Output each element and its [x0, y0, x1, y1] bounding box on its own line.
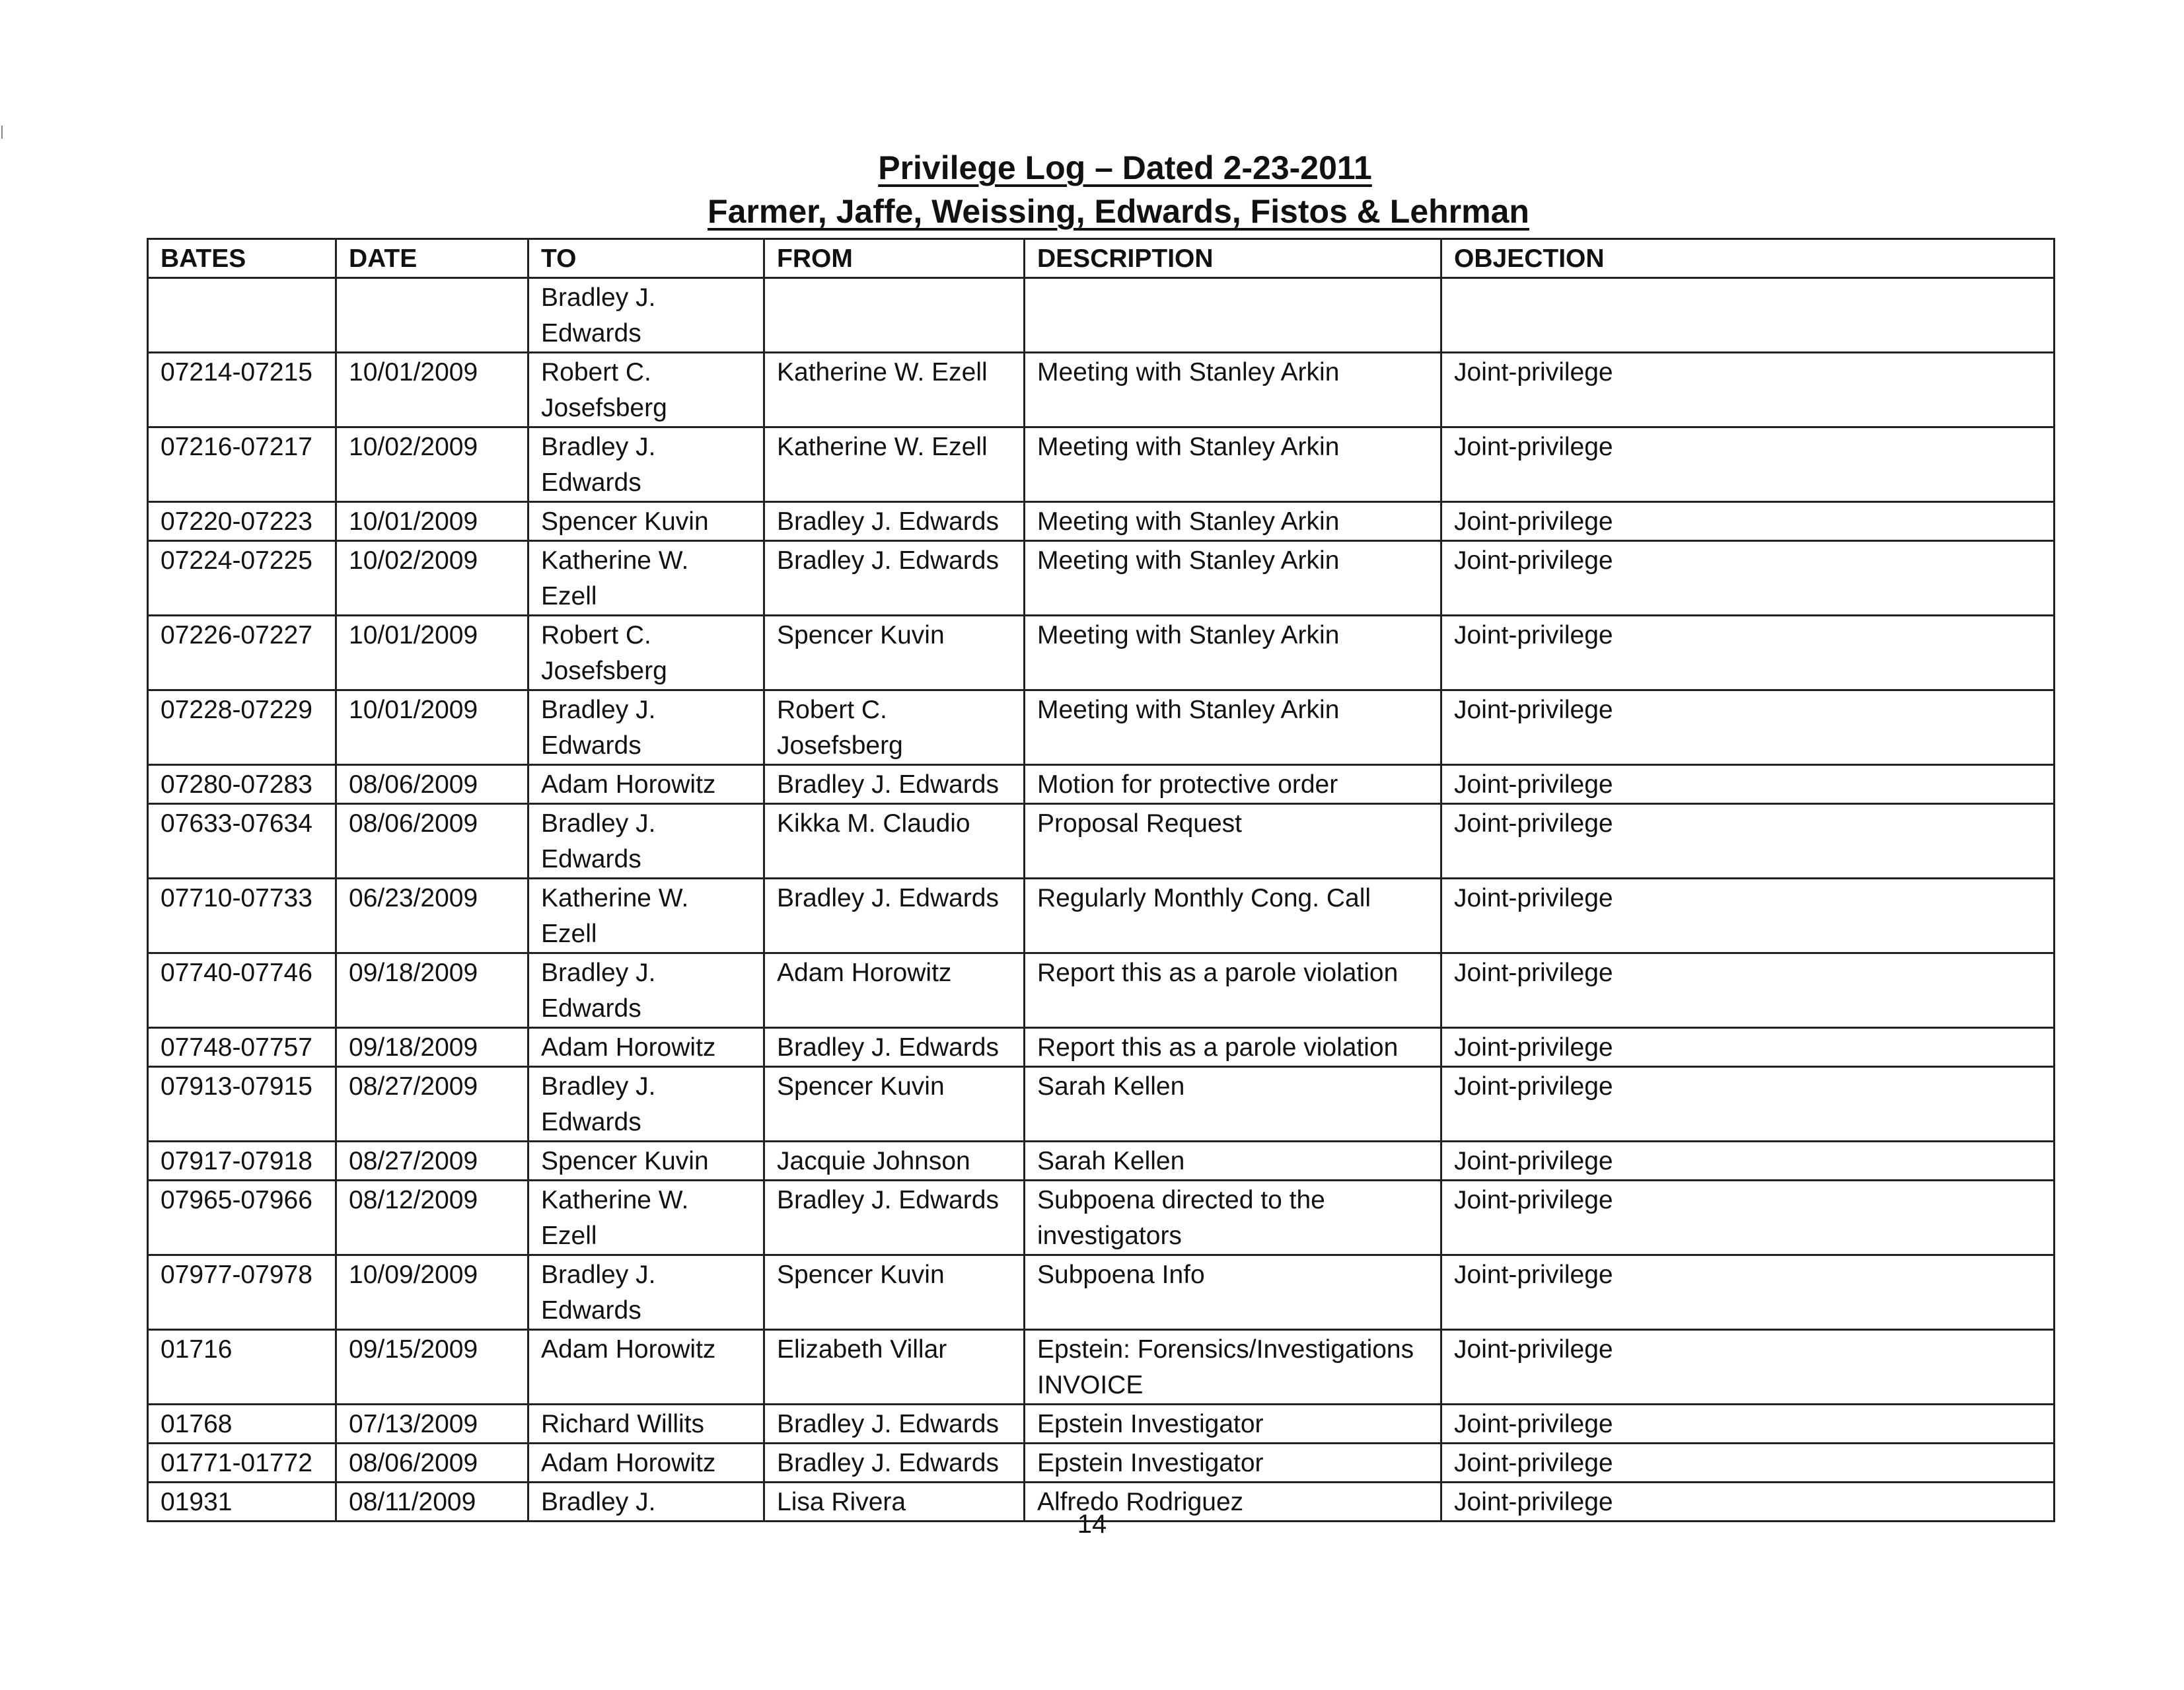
cell-to: Bradley J. Edwards — [528, 804, 764, 879]
cell-from: Lisa Rivera — [764, 1483, 1025, 1522]
cell-objection: Joint-privilege — [1441, 616, 2055, 690]
cell-date: 08/12/2009 — [336, 1181, 528, 1255]
table-row — [148, 1405, 2055, 1444]
cell-date: 06/23/2009 — [336, 879, 528, 953]
cell-objection: Joint-privilege — [1441, 1067, 2055, 1142]
cell-to: Robert C. Josefsberg — [528, 616, 764, 690]
cell-bates: 07913-07915 — [148, 1067, 336, 1142]
cell-from: Bradley J. Edwards — [764, 1444, 1025, 1483]
table-header-row — [148, 239, 2055, 278]
cell-objection: Joint-privilege — [1441, 1142, 2055, 1181]
column-header-date: DATE — [336, 239, 528, 278]
cell-from: Spencer Kuvin — [764, 1067, 1025, 1142]
cell-bates: 07977-07978 — [148, 1255, 336, 1330]
cell-to: Bradley J. Edwards — [528, 1067, 764, 1142]
cell-date: 08/06/2009 — [336, 804, 528, 879]
cell-date: 10/09/2009 — [336, 1255, 528, 1330]
cell-bates: 07280-07283 — [148, 765, 336, 804]
cell-bates: 01931 — [148, 1483, 336, 1522]
cell-description: Sarah Kellen — [1025, 1067, 1441, 1142]
cell-objection: Joint-privilege — [1441, 1028, 2055, 1067]
cell-description: Meeting with Stanley Arkin — [1025, 427, 1441, 502]
cell-objection: Joint-privilege — [1441, 953, 2055, 1028]
cell-bates: 07216-07217 — [148, 427, 336, 502]
privilege-log-table — [147, 238, 2055, 1522]
cell-objection: Joint-privilege — [1441, 541, 2055, 616]
column-header-from: FROM — [764, 239, 1025, 278]
cell-bates: 07710-07733 — [148, 879, 336, 953]
cell-objection: Joint-privilege — [1441, 353, 2055, 427]
table-row — [148, 1142, 2055, 1181]
table-row — [148, 353, 2055, 427]
cell-from: Jacquie Johnson — [764, 1142, 1025, 1181]
cell-from: Bradley J. Edwards — [764, 1405, 1025, 1444]
cell-description: Meeting with Stanley Arkin — [1025, 353, 1441, 427]
cell-date: 08/06/2009 — [336, 1444, 528, 1483]
table-row — [148, 616, 2055, 690]
cell-date — [336, 278, 528, 353]
cell-objection: Joint-privilege — [1441, 765, 2055, 804]
cell-description: Meeting with Stanley Arkin — [1025, 541, 1441, 616]
scan-margin-mark — [1, 126, 3, 139]
cell-to: Katherine W. Ezell — [528, 541, 764, 616]
cell-objection: Joint-privilege — [1441, 1255, 2055, 1330]
column-header-to: TO — [528, 239, 764, 278]
cell-from — [764, 278, 1025, 353]
cell-date: 10/02/2009 — [336, 427, 528, 502]
cell-objection: Joint-privilege — [1441, 502, 2055, 541]
cell-from: Bradley J. Edwards — [764, 502, 1025, 541]
table-row — [148, 690, 2055, 765]
cell-description — [1025, 278, 1441, 353]
cell-date: 09/15/2009 — [336, 1330, 528, 1405]
table-row — [148, 278, 2055, 353]
cell-date: 08/11/2009 — [336, 1483, 528, 1522]
cell-to: Spencer Kuvin — [528, 1142, 764, 1181]
cell-description: Report this as a parole violation — [1025, 953, 1441, 1028]
cell-bates: 07226-07227 — [148, 616, 336, 690]
cell-bates: 01768 — [148, 1405, 336, 1444]
cell-bates: 07965-07966 — [148, 1181, 336, 1255]
cell-description: Epstein: Forensics/Investigations INVOICE — [1025, 1330, 1441, 1405]
cell-description: Meeting with Stanley Arkin — [1025, 616, 1441, 690]
cell-bates: 07748-07757 — [148, 1028, 336, 1067]
table-row — [148, 879, 2055, 953]
cell-to: Katherine W. Ezell — [528, 879, 764, 953]
cell-from: Bradley J. Edwards — [764, 879, 1025, 953]
cell-to: Adam Horowitz — [528, 1028, 764, 1067]
table-row — [148, 765, 2055, 804]
cell-bates: 01771-01772 — [148, 1444, 336, 1483]
cell-description: Subpoena directed to the investigators — [1025, 1181, 1441, 1255]
cell-to: Katherine W. Ezell — [528, 1181, 764, 1255]
cell-date: 10/01/2009 — [336, 502, 528, 541]
cell-objection: Joint-privilege — [1441, 1483, 2055, 1522]
cell-to: Bradley J. Edwards — [528, 278, 764, 353]
cell-description: Proposal Request — [1025, 804, 1441, 879]
cell-date: 08/27/2009 — [336, 1067, 528, 1142]
cell-date: 08/06/2009 — [336, 765, 528, 804]
cell-description: Sarah Kellen — [1025, 1142, 1441, 1181]
cell-date: 07/13/2009 — [336, 1405, 528, 1444]
cell-date: 10/02/2009 — [336, 541, 528, 616]
cell-description: Regularly Monthly Cong. Call — [1025, 879, 1441, 953]
cell-bates: 07224-07225 — [148, 541, 336, 616]
cell-to: Bradley J. Edwards — [528, 953, 764, 1028]
document-subtitle: Farmer, Jaffe, Weissing, Edwards, Fistos & Lehrman — [708, 193, 1529, 230]
cell-bates — [148, 278, 336, 353]
cell-description: Motion for protective order — [1025, 765, 1441, 804]
cell-objection: Joint-privilege — [1441, 1330, 2055, 1405]
cell-bates: 07633-07634 — [148, 804, 336, 879]
cell-from: Spencer Kuvin — [764, 616, 1025, 690]
cell-bates: 01716 — [148, 1330, 336, 1405]
cell-to: Robert C. Josefsberg — [528, 353, 764, 427]
cell-from: Robert C. Josefsberg — [764, 690, 1025, 765]
cell-date: 10/01/2009 — [336, 616, 528, 690]
table-row — [148, 953, 2055, 1028]
cell-description: Subpoena Info — [1025, 1255, 1441, 1330]
cell-objection: Joint-privilege — [1441, 427, 2055, 502]
cell-from: Katherine W. Ezell — [764, 353, 1025, 427]
cell-objection: Joint-privilege — [1441, 690, 2055, 765]
cell-description: Epstein Investigator — [1025, 1405, 1441, 1444]
cell-description: Epstein Investigator — [1025, 1444, 1441, 1483]
cell-date: 10/01/2009 — [336, 353, 528, 427]
cell-bates: 07214-07215 — [148, 353, 336, 427]
cell-date: 10/01/2009 — [336, 690, 528, 765]
table-row — [148, 427, 2055, 502]
table-row — [148, 1444, 2055, 1483]
cell-objection: Joint-privilege — [1441, 1181, 2055, 1255]
cell-from: Spencer Kuvin — [764, 1255, 1025, 1330]
cell-to: Bradley J. Edwards — [528, 1255, 764, 1330]
cell-from: Kikka M. Claudio — [764, 804, 1025, 879]
cell-bates: 07228-07229 — [148, 690, 336, 765]
cell-from: Adam Horowitz — [764, 953, 1025, 1028]
document-title: Privilege Log – Dated 2-23-2011 — [878, 149, 1372, 186]
page-number: 14 — [1077, 1510, 1107, 1539]
cell-from: Bradley J. Edwards — [764, 765, 1025, 804]
cell-to: Bradley J. Edwards — [528, 427, 764, 502]
cell-to: Adam Horowitz — [528, 765, 764, 804]
cell-to: Bradley J. — [528, 1483, 764, 1522]
cell-objection: Joint-privilege — [1441, 804, 2055, 879]
cell-bates: 07220-07223 — [148, 502, 336, 541]
cell-to: Richard Willits — [528, 1405, 764, 1444]
cell-description: Meeting with Stanley Arkin — [1025, 690, 1441, 765]
column-header-objection: OBJECTION — [1441, 239, 2055, 278]
cell-bates: 07740-07746 — [148, 953, 336, 1028]
cell-from: Bradley J. Edwards — [764, 541, 1025, 616]
cell-from: Katherine W. Ezell — [764, 427, 1025, 502]
table-row — [148, 1181, 2055, 1255]
column-header-bates: BATES — [148, 239, 336, 278]
cell-description: Alfredo Rodriguez — [1025, 1483, 1441, 1522]
table-row — [148, 1255, 2055, 1330]
cell-date: 08/27/2009 — [336, 1142, 528, 1181]
cell-bates: 07917-07918 — [148, 1142, 336, 1181]
cell-objection: Joint-privilege — [1441, 879, 2055, 953]
cell-to: Adam Horowitz — [528, 1330, 764, 1405]
table-row — [148, 804, 2055, 879]
cell-to: Bradley J. Edwards — [528, 690, 764, 765]
cell-description: Meeting with Stanley Arkin — [1025, 502, 1441, 541]
cell-objection — [1441, 278, 2055, 353]
cell-date: 09/18/2009 — [336, 1028, 528, 1067]
column-header-description: DESCRIPTION — [1025, 239, 1441, 278]
cell-objection: Joint-privilege — [1441, 1444, 2055, 1483]
cell-to: Adam Horowitz — [528, 1444, 764, 1483]
table-row — [148, 1028, 2055, 1067]
table-row — [148, 1067, 2055, 1142]
table-row — [148, 541, 2055, 616]
cell-objection: Joint-privilege — [1441, 1405, 2055, 1444]
table-row — [148, 502, 2055, 541]
cell-from: Bradley J. Edwards — [764, 1028, 1025, 1067]
cell-description: Report this as a parole violation — [1025, 1028, 1441, 1067]
cell-from: Bradley J. Edwards — [764, 1181, 1025, 1255]
cell-to: Spencer Kuvin — [528, 502, 764, 541]
cell-date: 09/18/2009 — [336, 953, 528, 1028]
cell-from: Elizabeth Villar — [764, 1330, 1025, 1405]
table-row — [148, 1330, 2055, 1405]
